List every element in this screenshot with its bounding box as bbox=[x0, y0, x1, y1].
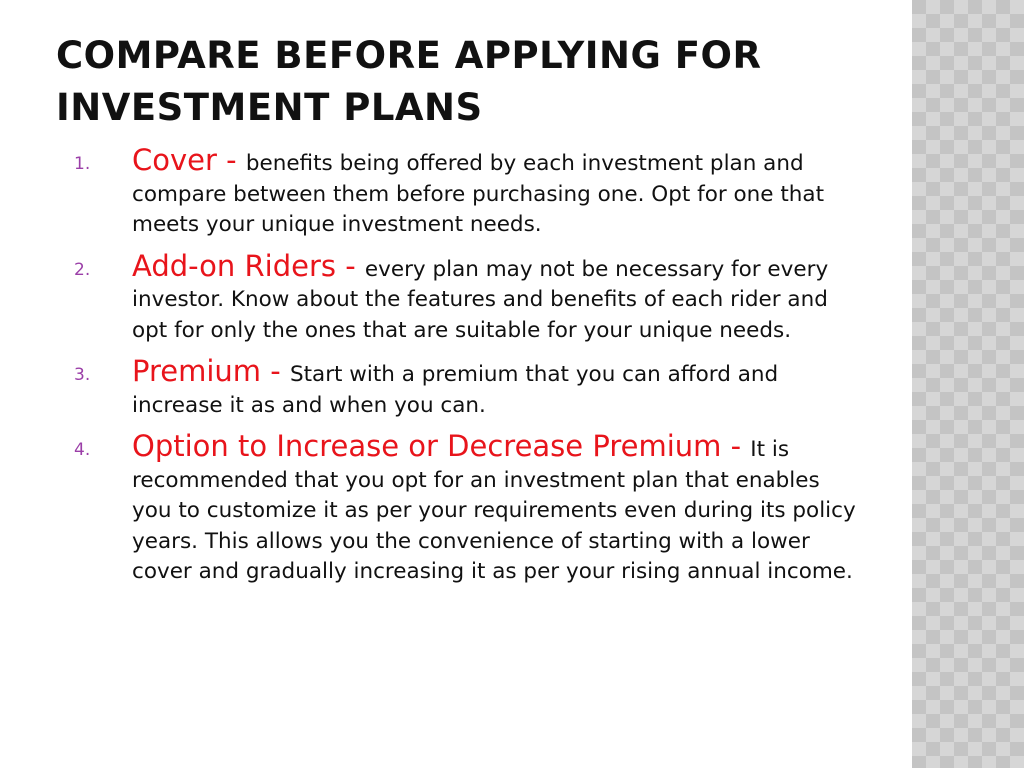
slide-title: COMPARE BEFORE APPLYING FOR INVESTMENT PLANS bbox=[56, 34, 762, 129]
list-number: 3. bbox=[74, 365, 91, 385]
list-item-cover bbox=[56, 145, 856, 241]
item-text: It is recommended that you opt for an investment plan that enables you to customize it as per your requirements even during its policy years. This allows you the convenience of starting with a lower cover and gradually increasing it as per your rising annual income. bbox=[132, 437, 856, 584]
list-number: 1. bbox=[74, 154, 91, 174]
item-heading: Cover - bbox=[132, 143, 246, 177]
item-heading: Option to Increase or Decrease Premium - bbox=[132, 429, 751, 463]
decorative-side-panel bbox=[912, 0, 1024, 768]
list-item-option-to-increase bbox=[56, 431, 856, 588]
list-number: 2. bbox=[74, 259, 91, 280]
list-item-premium bbox=[56, 356, 856, 421]
item-text: Start with a premium that you can afford and increase it as and when you can. bbox=[132, 362, 779, 418]
item-text: every plan may not be necessary for every investor. Know about the features and benefits of each rider and opt for only the ones that are suitable for your unique needs. bbox=[132, 256, 829, 343]
list-number: 4. bbox=[74, 440, 91, 460]
numbered-list bbox=[56, 145, 856, 598]
item-heading: Add-on Riders - bbox=[132, 248, 365, 283]
list-item-add-on-riders bbox=[56, 248, 856, 347]
item-text: benefits being offered by each investment plan and compare between them before purchasing one. Opt for one that meets your unique investment needs. bbox=[132, 151, 825, 237]
item-heading: Premium - bbox=[132, 354, 290, 388]
